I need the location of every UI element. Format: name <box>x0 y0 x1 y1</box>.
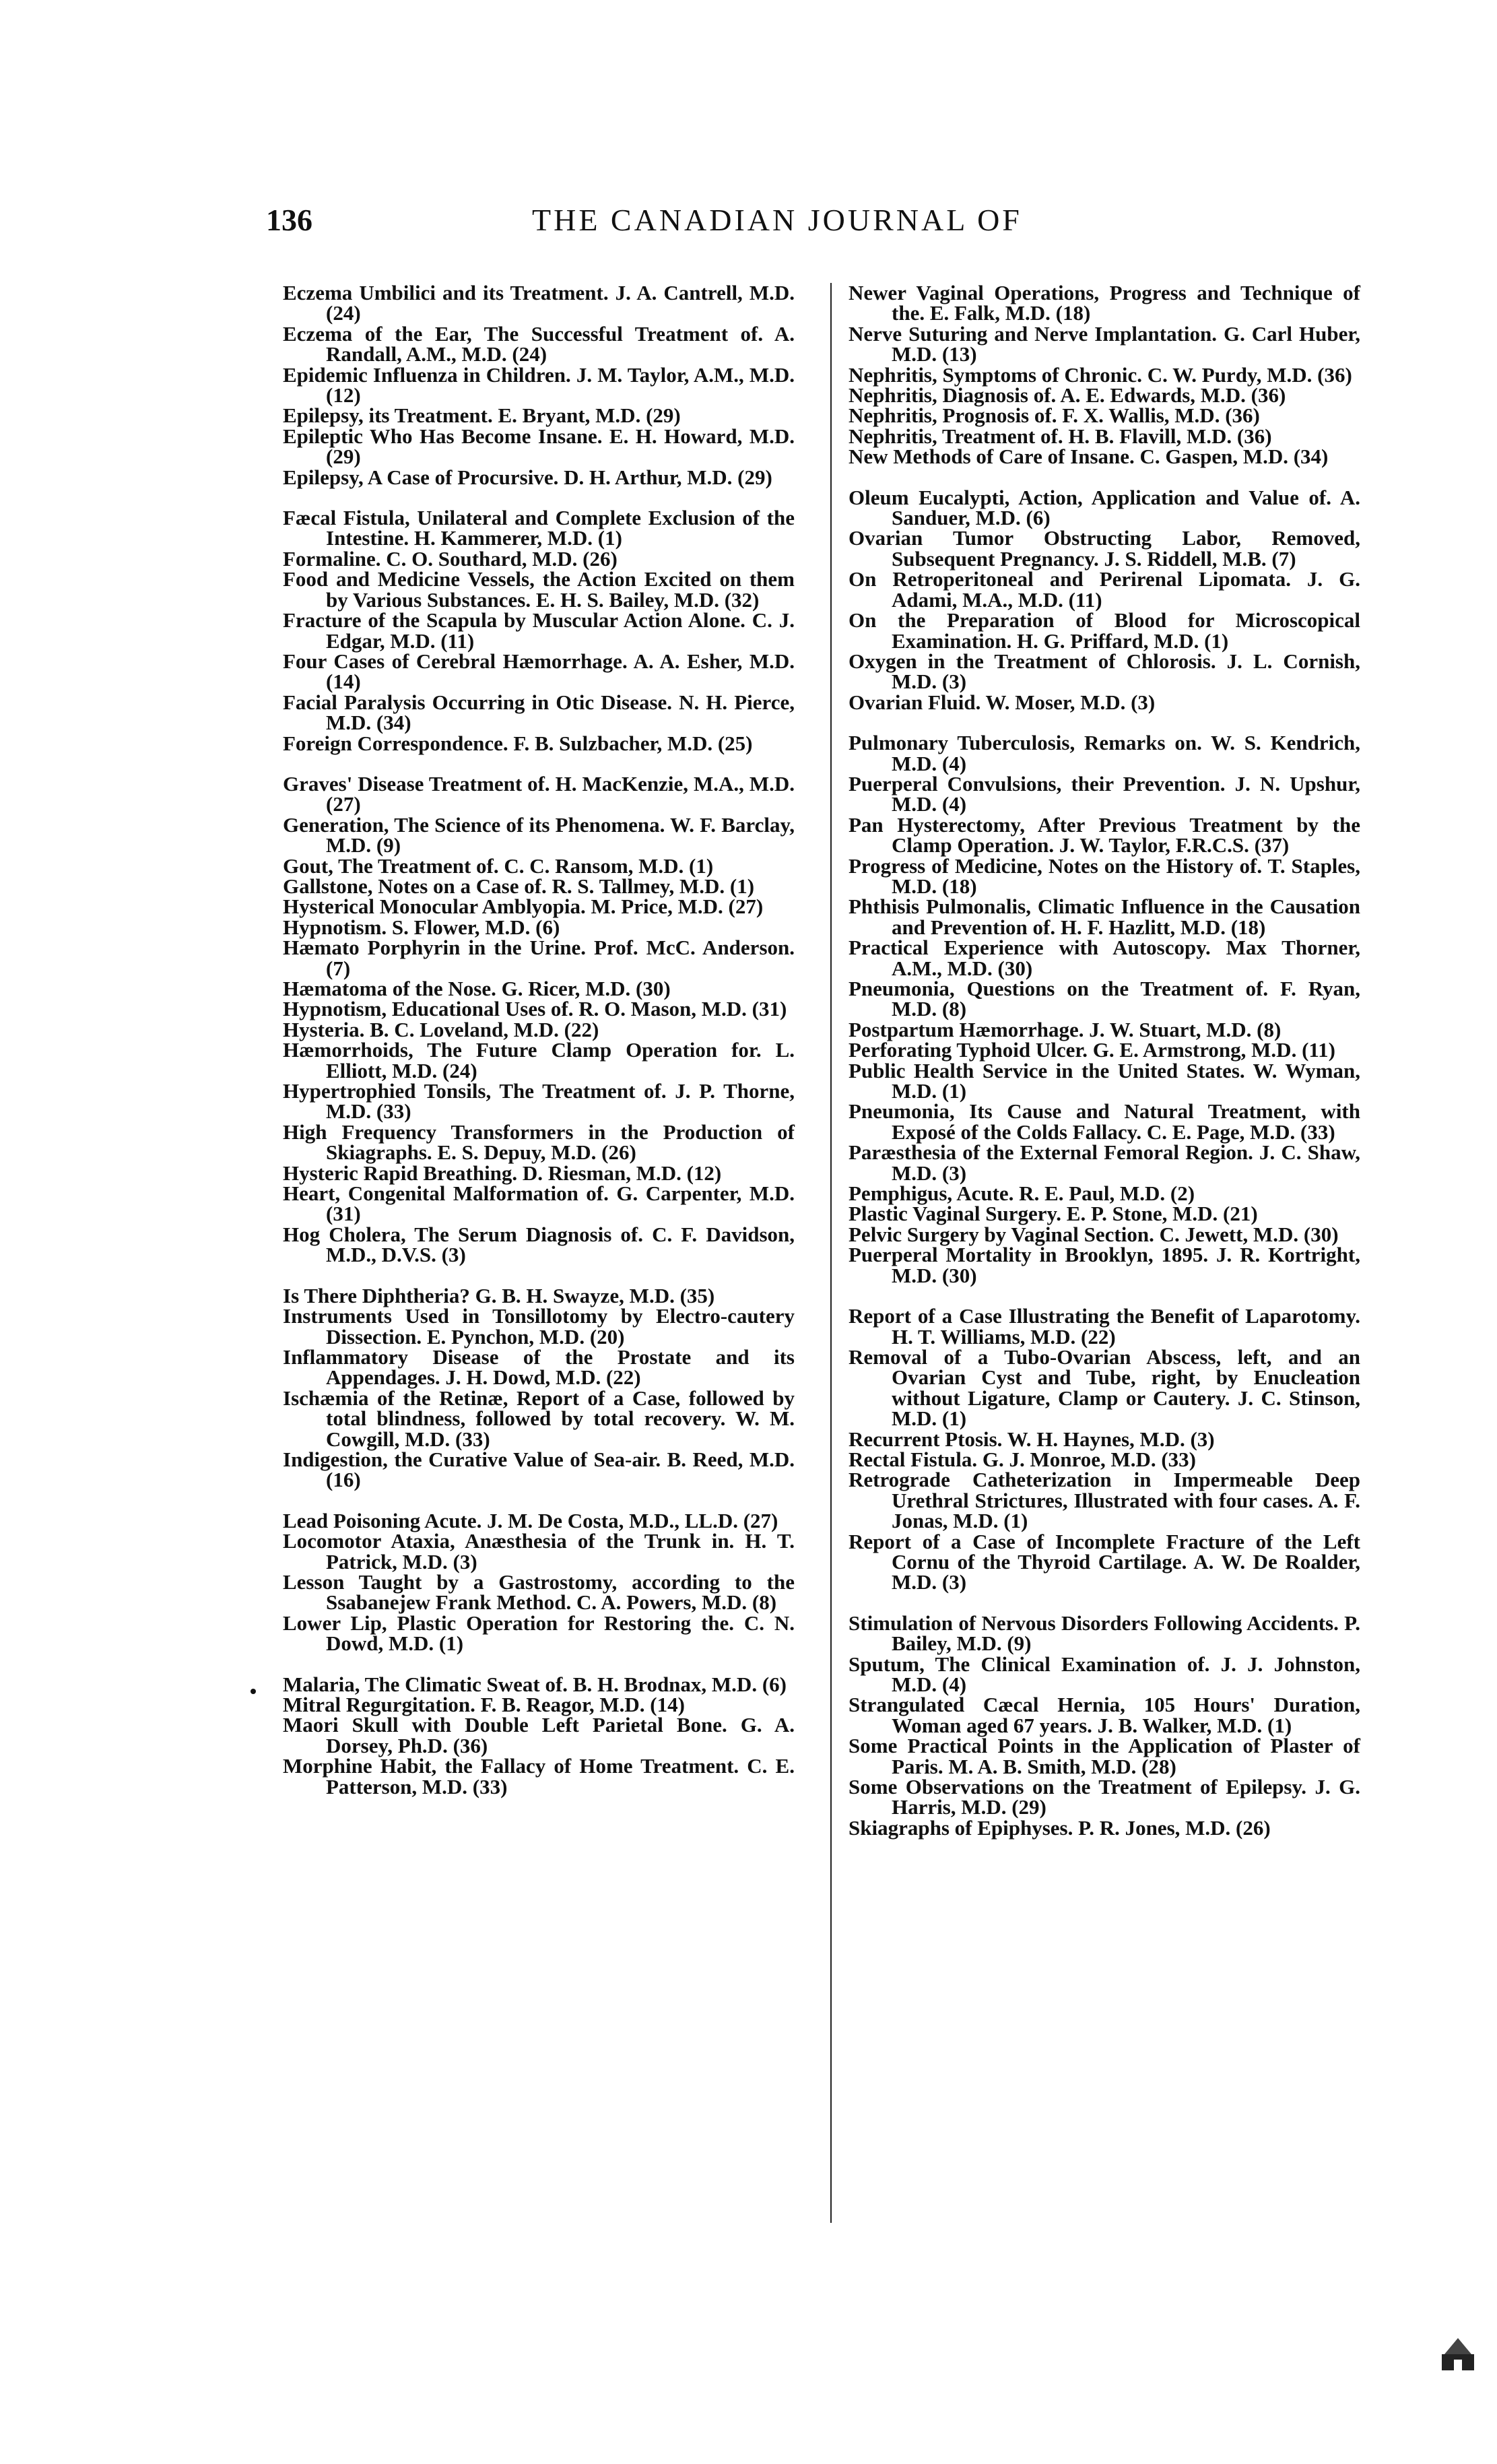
index-entry: Heart, Congenital Malformation of. G. Carpenter, M.D. (31) <box>283 1181 795 1226</box>
index-entry: Pan Hysterectomy, After Previous Treatment by the Clamp Operation. J. W. Taylor, F.R.C.S. (37) <box>849 812 1360 857</box>
index-entry: Newer Vaginal Operations, Progress and Technique of the. E. Falk, M.D. (18) <box>849 281 1360 325</box>
index-entry: Lesson Taught by a Gastrostomy, according to the Ssabanejew Frank Method. C. A. Powers, M.D. (8) <box>283 1569 795 1615</box>
index-entry: Maori Skull with Double Left Parietal Bone. G. A. Dorsey, Ph.D. (36) <box>283 1713 795 1757</box>
index-entry: Inflammatory Disease of the Prostate and its Appendages. J. H. Dowd, M.D. (22) <box>283 1344 795 1390</box>
index-entry: Puerperal Convulsions, their Prevention. J. N. Upshur, M.D. (4) <box>849 771 1360 816</box>
index-entry: Nephritis, Prognosis of. F. X. Wallis, M.D. (36) <box>849 403 1260 428</box>
index-entry: Indigestion, the Curative Value of Sea-air. B. Reed, M.D. (16) <box>283 1447 795 1492</box>
index-entry: Epileptic Who Has Become Insane. E. H. Howard, M.D. (29) <box>283 424 795 469</box>
index-entry: Facial Paralysis Occurring in Otic Disease. N. H. Pierce, M.D. (34) <box>283 690 795 735</box>
index-entry: Hæmato Porphyrin in the Urine. Prof. McC. Anderson. (7) <box>283 936 795 980</box>
index-entry: High Frequency Transformers in the Production of Skiagraphs. E. S. Depuy, M.D. (26) <box>283 1120 795 1165</box>
index-entry: Plastic Vaginal Surgery. E. P. Stone, M.D. (21) <box>849 1202 1258 1226</box>
index-entry: Skiagraphs of Epiphyses. P. R. Jones, M.D. (26) <box>849 1815 1271 1840</box>
index-entry: Hysteric Rapid Breathing. D. Riesman, M.D. (12) <box>283 1161 722 1185</box>
index-entry: Ischæmia of the Retinæ, Report of a Case, followed by total blindness, followed by total recovery. W. M. Cowgill, M.D. (33) <box>283 1386 795 1451</box>
index-entry: Hog Cholera, The Serum Diagnosis of. C. F. Davidson, M.D., D.V.S. (3) <box>283 1222 795 1267</box>
right-index-column <box>849 283 1360 1858</box>
index-entry: Rectal Fistula. G. J. Monroe, M.D. (33) <box>849 1447 1196 1471</box>
index-group <box>849 733 1360 1286</box>
index-entry: Foreign Correspondence. F. B. Sulzbacher, M.D. (25) <box>283 731 753 755</box>
index-entry: Pulmonary Tuberculosis, Remarks on. W. S. Kendrich, M.D. (4) <box>849 731 1360 775</box>
index-entry: Lead Poisoning Acute. J. M. De Costa, M.D., LL.D. (27) <box>283 1508 778 1532</box>
index-entry: Graves' Disease Treatment of. H. MacKenzie, M.A., M.D. (27) <box>283 771 795 816</box>
index-entry: Progress of Medicine, Notes on the History of. T. Staples, M.D. (18) <box>849 853 1360 898</box>
left-index-column <box>283 283 795 1817</box>
index-group <box>283 283 795 488</box>
index-entry: Mitral Regurgitation. F. B. Reagor, M.D. (14) <box>283 1693 685 1716</box>
index-entry: Generation, The Science of its Phenomena. W. F. Barclay, M.D. (9) <box>283 812 795 857</box>
index-entry: Paræsthesia of the External Femoral Region. J. C. Shaw, M.D. (3) <box>849 1140 1360 1185</box>
index-entry: Puerperal Mortality in Brooklyn, 1895. J. R. Kortright, M.D. (30) <box>849 1243 1360 1287</box>
index-entry: Nephritis, Diagnosis of. A. E. Edwards, M.D. (36) <box>849 383 1286 408</box>
index-entry: Nerve Suturing and Nerve Implantation. G. Carl Huber, M.D. (13) <box>849 321 1360 366</box>
index-entry: Ovarian Fluid. W. Moser, M.D. (3) <box>849 690 1156 714</box>
index-entry: Formaline. C. O. Southard, M.D. (26) <box>283 546 618 571</box>
index-group <box>849 485 1360 714</box>
index-entry: Phthisis Pulmonalis, Climatic Influence in the Causation and Prevention of. H. F. Hazlitt, M.D. (18) <box>849 895 1360 939</box>
index-entry: Eczema of the Ear, The Successful Treatment of. A. Randall, A.M., M.D. (24) <box>283 321 795 366</box>
index-entry: Morphine Habit, the Fallacy of Home Treatment. C. E. Patterson, M.D. (33) <box>283 1754 795 1798</box>
index-entry: Hysterical Monocular Amblyopia. M. Price, M.D. (27) <box>283 895 764 919</box>
index-entry: Hysteria. B. C. Loveland, M.D. (22) <box>283 1017 599 1041</box>
index-entry: Four Cases of Cerebral Hæmorrhage. A. A. Esher, M.D. (14) <box>283 649 795 694</box>
index-entry: Hæmorrhoids, The Future Clamp Operation for. L. Elliott, M.D. (24) <box>283 1038 795 1082</box>
library-stamp-icon <box>1438 2334 1478 2374</box>
index-entry: Hæmatoma of the Nose. G. Ricer, M.D. (30) <box>283 977 671 1000</box>
index-entry: Perforating Typhoid Ulcer. G. E. Armstrong, M.D. (11) <box>849 1038 1336 1062</box>
index-entry: Locomotor Ataxia, Anæsthesia of the Trunk in. H. T. Patrick, M.D. (3) <box>283 1529 795 1574</box>
journal-title: THE CANADIAN JOURNAL OF <box>532 203 1022 237</box>
index-entry: Pemphigus, Acute. R. E. Paul, M.D. (2) <box>849 1181 1195 1206</box>
index-entry: New Methods of Care of Insane. C. Gaspen, M.D. (34) <box>849 445 1329 469</box>
index-group <box>849 1613 1360 1838</box>
index-entry: Recurrent Ptosis. W. H. Haynes, M.D. (3) <box>849 1427 1215 1451</box>
index-entry: On the Preparation of Blood for Microscopical Examination. H. G. Priffard, M.D. (1) <box>849 608 1360 653</box>
index-group <box>283 1283 795 1492</box>
index-entry: Hypertrophied Tonsils, The Treatment of. J. P. Thorne, M.D. (33) <box>283 1079 795 1124</box>
column-divider <box>830 283 832 2223</box>
index-entry: Hypnotism. S. Flower, M.D. (6) <box>283 915 560 939</box>
index-entry: Epilepsy, its Treatment. E. Bryant, M.D. (29) <box>283 403 681 428</box>
index-entry: Ovarian Tumor Obstructing Labor, Removed, Subsequent Pregnancy. J. S. Riddell, M.B. (7) <box>849 526 1360 571</box>
index-entry: Epidemic Influenza in Children. J. M. Taylor, A.M., M.D. (12) <box>283 362 795 408</box>
index-entry: Public Health Service in the United States. W. Wyman, M.D. (1) <box>849 1058 1360 1103</box>
index-entry: Practical Experience with Autoscopy. Max Thorner, A.M., M.D. (30) <box>849 936 1360 980</box>
index-entry: Some Observations on the Treatment of Epilepsy. J. G. Harris, M.D. (29) <box>849 1775 1360 1819</box>
index-group <box>849 1306 1360 1593</box>
index-group <box>283 1672 795 1798</box>
index-entry: Lower Lip, Plastic Operation for Restoring the. C. N. Dowd, M.D. (1) <box>283 1611 795 1656</box>
page-header <box>0 202 1497 256</box>
index-group <box>849 283 1360 467</box>
index-entry: Gout, The Treatment of. C. C. Ransom, M.D. (1) <box>283 853 714 878</box>
index-entry: On Retroperitoneal and Perirenal Lipomata. J. G. Adami, M.A., M.D. (11) <box>849 567 1360 612</box>
index-entry: Sputum, The Clinical Examination of. J. J. Johnston, M.D. (4) <box>849 1652 1360 1696</box>
index-entry: Hypnotism, Educational Uses of. R. O. Mason, M.D. (31) <box>283 997 787 1021</box>
index-entry: Food and Medicine Vessels, the Action Excited on them by Various Substances. E. H. S. Bailey, M.D. (32) <box>283 567 795 612</box>
index-entry: Malaria, The Climatic Sweat of. B. H. Brodnax, M.D. (6) <box>283 1672 787 1696</box>
index-entry: Pneumonia, Questions on the Treatment of. F. Ryan, M.D. (8) <box>849 977 1360 1021</box>
index-group <box>283 771 795 1267</box>
index-entry: Is There Diphtheria? G. B. H. Swayze, M.D. (35) <box>283 1283 715 1307</box>
index-entry: Instruments Used in Tonsillotomy by Electro-cautery Dissection. E. Pynchon, M.D. (20) <box>283 1304 795 1349</box>
index-entry: Fracture of the Scapula by Muscular Action Alone. C. J. Edgar, M.D. (11) <box>283 608 795 653</box>
index-entry: Some Practical Points in the Application of Plaster of Paris. M. A. B. Smith, M.D. (28) <box>849 1734 1360 1778</box>
index-entry: Oxygen in the Treatment of Chlorosis. J. L. Cornish, M.D. (3) <box>849 649 1360 694</box>
ink-dot <box>251 1689 256 1694</box>
index-group <box>283 1508 795 1656</box>
index-entry: Removal of a Tubo-Ovarian Abscess, left, and an Ovarian Cyst and Tube, right, by Enucleation without Ligature, Clamp or Cautery. J. C. Stinson, M.D. (1) <box>849 1344 1360 1431</box>
index-entry: Pneumonia, Its Cause and Natural Treatment, with Exposé of the Colds Fallacy. C. E. Page, M.D. (33) <box>849 1099 1360 1144</box>
index-entry: Strangulated Cæcal Hernia, 105 Hours' Duration, Woman aged 67 years. J. B. Walker, M.D. (1) <box>849 1693 1360 1737</box>
index-group <box>283 508 795 754</box>
page-number: 136 <box>266 203 312 237</box>
index-entry: Eczema Umbilici and its Treatment. J. A. Cantrell, M.D. (24) <box>283 281 795 325</box>
index-entry: Report of a Case of Incomplete Fracture of the Left Cornu of the Thyroid Cartilage. A. W. De Roalder, M.D. (3) <box>849 1529 1360 1594</box>
index-entry: Gallstone, Notes on a Case of. R. S. Tallmey, M.D. (1) <box>283 874 755 898</box>
index-entry: Stimulation of Nervous Disorders Following Accidents. P. Bailey, M.D. (9) <box>849 1611 1360 1656</box>
index-entry: Pelvic Surgery by Vaginal Section. C. Jewett, M.D. (30) <box>849 1222 1339 1246</box>
index-entry: Oleum Eucalypti, Action, Application and Value of. A. Sanduer, M.D. (6) <box>849 485 1360 530</box>
index-entry: Nephritis, Symptoms of Chronic. C. W. Purdy, M.D. (36) <box>849 362 1352 387</box>
index-entry: Epilepsy, A Case of Procursive. D. H. Arthur, M.D. (29) <box>283 465 772 489</box>
index-entry: Postpartum Hæmorrhage. J. W. Stuart, M.D. (8) <box>849 1017 1282 1041</box>
index-entry: Nephritis, Treatment of. H. B. Flavill, M.D. (36) <box>849 424 1272 448</box>
index-entry: Retrograde Catheterization in Impermeable Deep Urethral Strictures, Illustrated with four cases. A. F. Jonas, M.D. (1) <box>849 1468 1360 1533</box>
index-entry: Fæcal Fistula, Unilateral and Complete Exclusion of the Intestine. H. Kammerer, M.D. (1) <box>283 506 795 550</box>
index-entry: Report of a Case Illustrating the Benefit of Laparotomy. H. T. Williams, M.D. (22) <box>849 1304 1360 1349</box>
